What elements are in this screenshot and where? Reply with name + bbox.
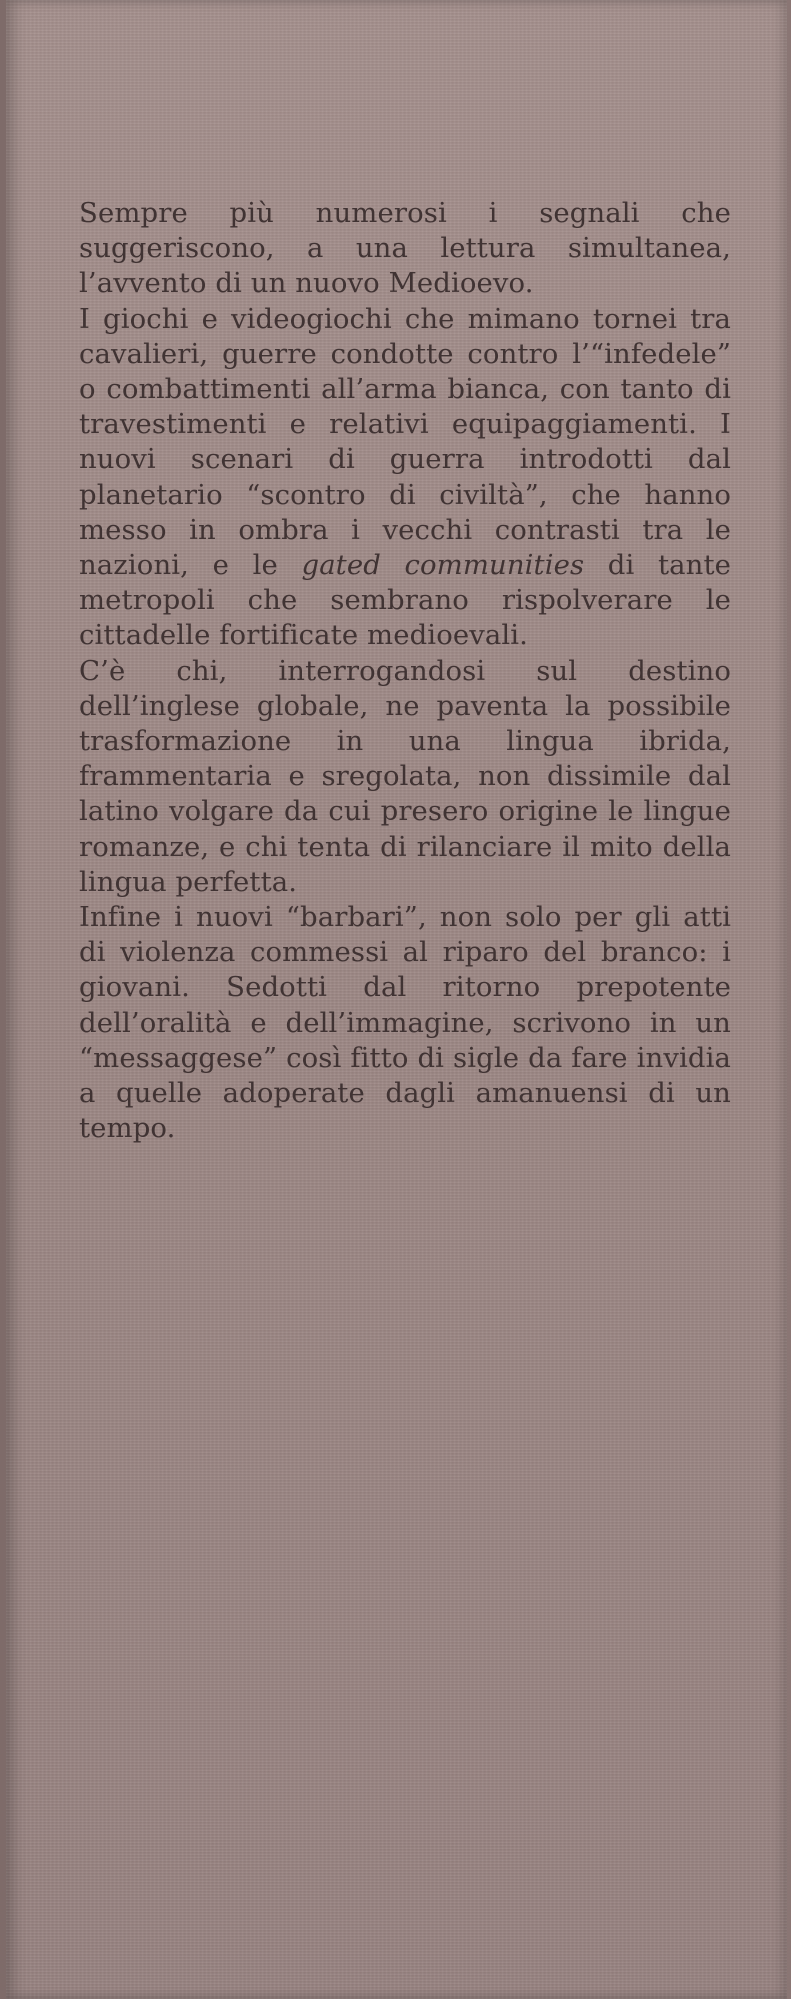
blurb-paragraph-2 <box>79 302 731 654</box>
blurb-paragraph-2-part-2: di tante metropoli che sembrano rispolverare le cittadelle fortificate medioevali. <box>79 549 731 652</box>
blurb-paragraph-2-part-1: I giochi e videogiochi che mimano tornei tra cavalieri, guerre condotte contro l’“infedele” o combattimenti all’arma bianca, con tanto di travestimenti e relativi equipaggiamenti. I nuovi scenari di guerra introdotti dal planetario “scontro di civiltà”, che hanno messo in ombra i vecchi contrasti tra le nazioni, e le <box>79 302 731 582</box>
blurb-text <box>79 196 731 1146</box>
blurb-paragraph-4: Infine i nuovi “barbari”, non solo per gli atti di violenza commessi al riparo del branco: i giovani. Sedotti dal ritorno prepotente dell’oralità e dell’immagine, scrivono in un “messaggese” così fitto di sigle da fare invidia a quelle adoperate dagli amanuensi di un tempo. <box>79 901 731 1145</box>
blurb-paragraph-3: C’è chi, interrogandosi sul destino dell’inglese globale, ne paventa la possibile trasformazione in una lingua ibrida, frammentaria e sregolata, non dissimile dal latino volgare da cui presero origine le lingue romanze, e chi tenta di rilanciare il mito della lingua perfetta. <box>79 654 731 898</box>
blurb-italic-phrase: gated communities <box>301 549 585 582</box>
blurb-paragraph-1: Sempre più numerosi i segnali che suggeriscono, a una lettura simultanea, l’avvento di un nuovo Medioevo. <box>79 197 731 300</box>
